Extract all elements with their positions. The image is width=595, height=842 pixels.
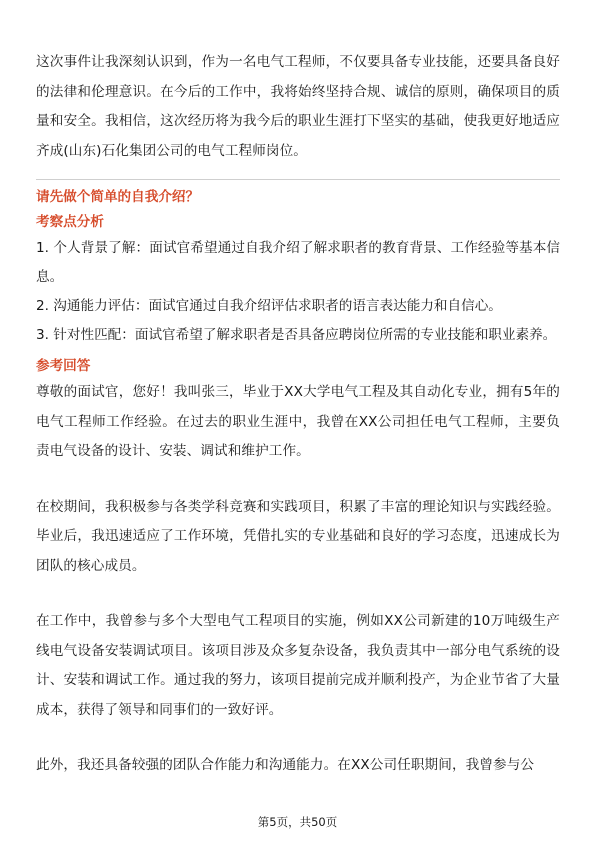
- intro-paragraph: 这次事件让我深刻认识到，作为一名电气工程师，不仅要具备专业技能，还要具备良好的法律和伦理意识。在今后的工作中，我将始终坚持合规、诚信的原则，确保项目的质量和安全。我相信，这次经历将为我今后的职业生涯打下坚实的基础，使我更好地适应齐成(山东)石化集团公司的电气工程师岗位。: [36, 54, 560, 159]
- analysis-item-1: 1. 个人背景了解：面试官希望通过自我介绍了解求职者的教育背景、工作经验等基本信息。: [36, 240, 560, 285]
- page-footer: 第5页，共50页: [257, 815, 338, 829]
- analysis-item-3: 3. 针对性匹配：面试官希望了解求职者是否具备应聘岗位所需的专业技能和职业素养。: [36, 327, 557, 343]
- page-content: [36, 48, 560, 781]
- analysis-heading: 考察点分析: [36, 214, 104, 230]
- answer-paragraph-3: 在工作中，我曾参与多个大型电气工程项目的实施，例如XX公司新建的10万吨级生产线电气设备安装调试项目。该项目涉及众多复杂设备，我负责其中一部分电气系统的设计、安装和调试工作。通过我的努力，该项目提前完成并顺利投产，为企业节省了大量成本，获得了领导和同事们的一致好评。: [36, 613, 560, 718]
- answer-paragraph-1: 尊敬的面试官，您好！我叫张三，毕业于XX大学电气工程及其自动化专业，拥有5年的电气工程师工作经验。在过去的职业生涯中，我曾在XX公司担任电气工程师，主要负责电气设备的设计、安装、调试和维护工作。: [36, 384, 560, 459]
- answer-paragraph-2: 在校期间，我积极参与各类学科竞赛和实践项目，积累了丰富的理论知识与实践经验。毕业后，我迅速适应了工作环境，凭借扎实的专业基础和良好的学习态度，迅速成长为团队的核心成员。: [36, 498, 560, 574]
- answer-heading: 参考回答: [36, 358, 91, 374]
- section-divider: [36, 179, 560, 180]
- question-title: 请先做个简单的自我介绍？: [36, 189, 200, 205]
- answer-paragraph-4: 此外，我还具备较强的团队合作能力和沟通能力。在XX公司任职期间，我曾参与公: [36, 757, 535, 773]
- analysis-item-2: 2. 沟通能力评估：面试官通过自我介绍评估求职者的语言表达能力和自信心。: [36, 298, 502, 314]
